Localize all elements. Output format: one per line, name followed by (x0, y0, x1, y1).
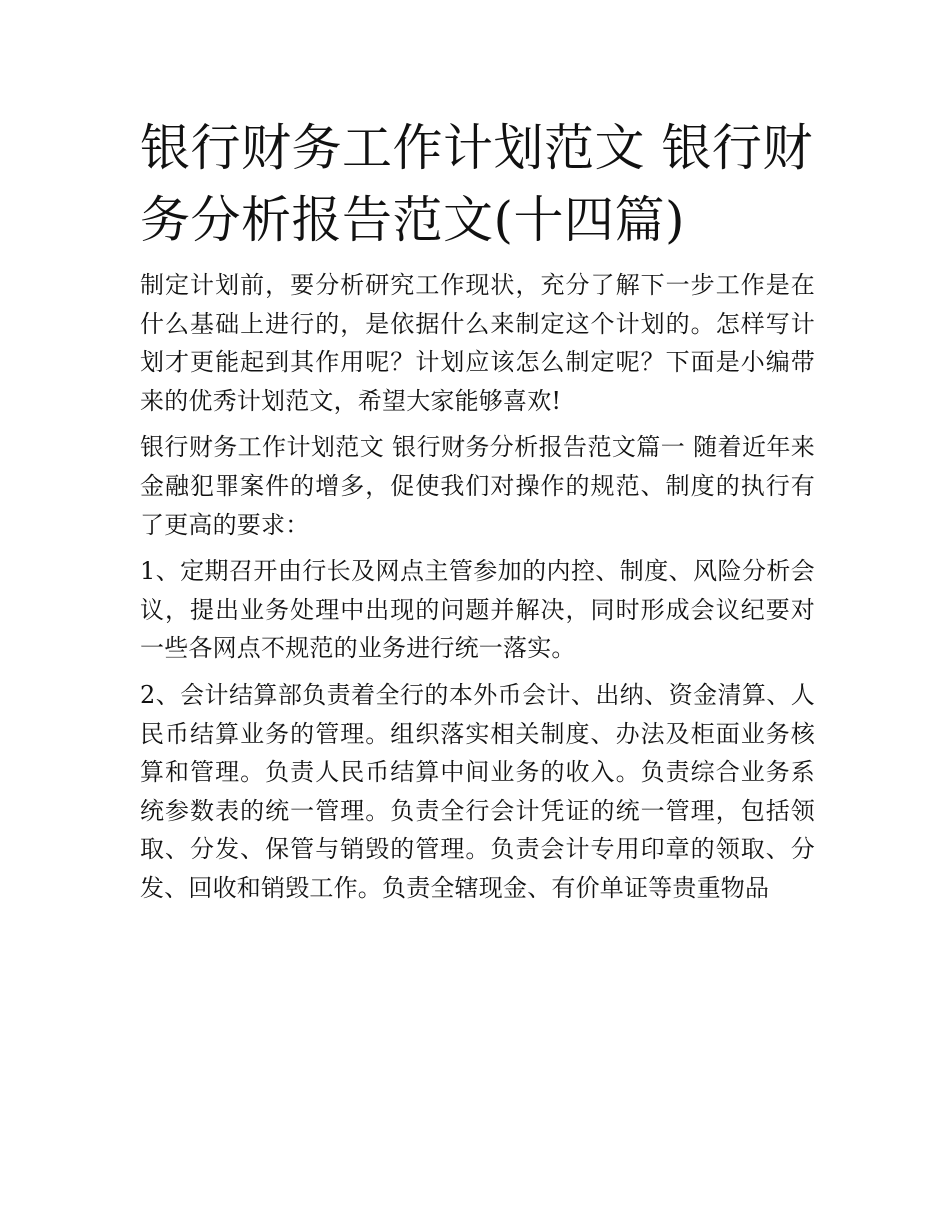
list-item-1: 1、定期召开由行长及网点主管参加的内控、制度、风险分析会议，提出业务处理中出现的问题并解决，同时形成会议纪要对一些各网点不规范的业务进行统一落实。 (140, 557, 815, 663)
document-content (140, 112, 815, 908)
title-block (140, 112, 815, 256)
document-title: 银行财务工作计划范文 银行财务分析报告范文(十四篇) (140, 119, 813, 249)
list-item-2: 2、会计结算部负责着全行的本外币会计、出纳、资金清算、人民币结算业务的管理。组织落实相关制度、办法及柜面业务核算和管理。负责人民币结算中间业务的收入。负责综合业务系统参数表的统一管理。负责全行会计凭证的统一管理，包括领取、分发、保管与销毁的管理。负责会计专用印章的领取、分发、回收和销毁工作。负责全辖现金、有价单证等贵重物品 (140, 680, 815, 902)
intro-paragraph: 制定计划前，要分析研究工作现状，充分了解下一步工作是在什么基础上进行的，是依据什么来制定这个计划的。怎样写计划才更能起到其作用呢？计划应该怎么制定呢？下面是小编带来的优秀计划范文，希望大家能够喜欢! (140, 271, 815, 415)
section-one-paragraph: 银行财务工作计划范文 银行财务分析报告范文篇一 随着近年来金融犯罪案件的增多，促使我们对操作的规范、制度的执行有了更高的要求： (140, 433, 815, 539)
